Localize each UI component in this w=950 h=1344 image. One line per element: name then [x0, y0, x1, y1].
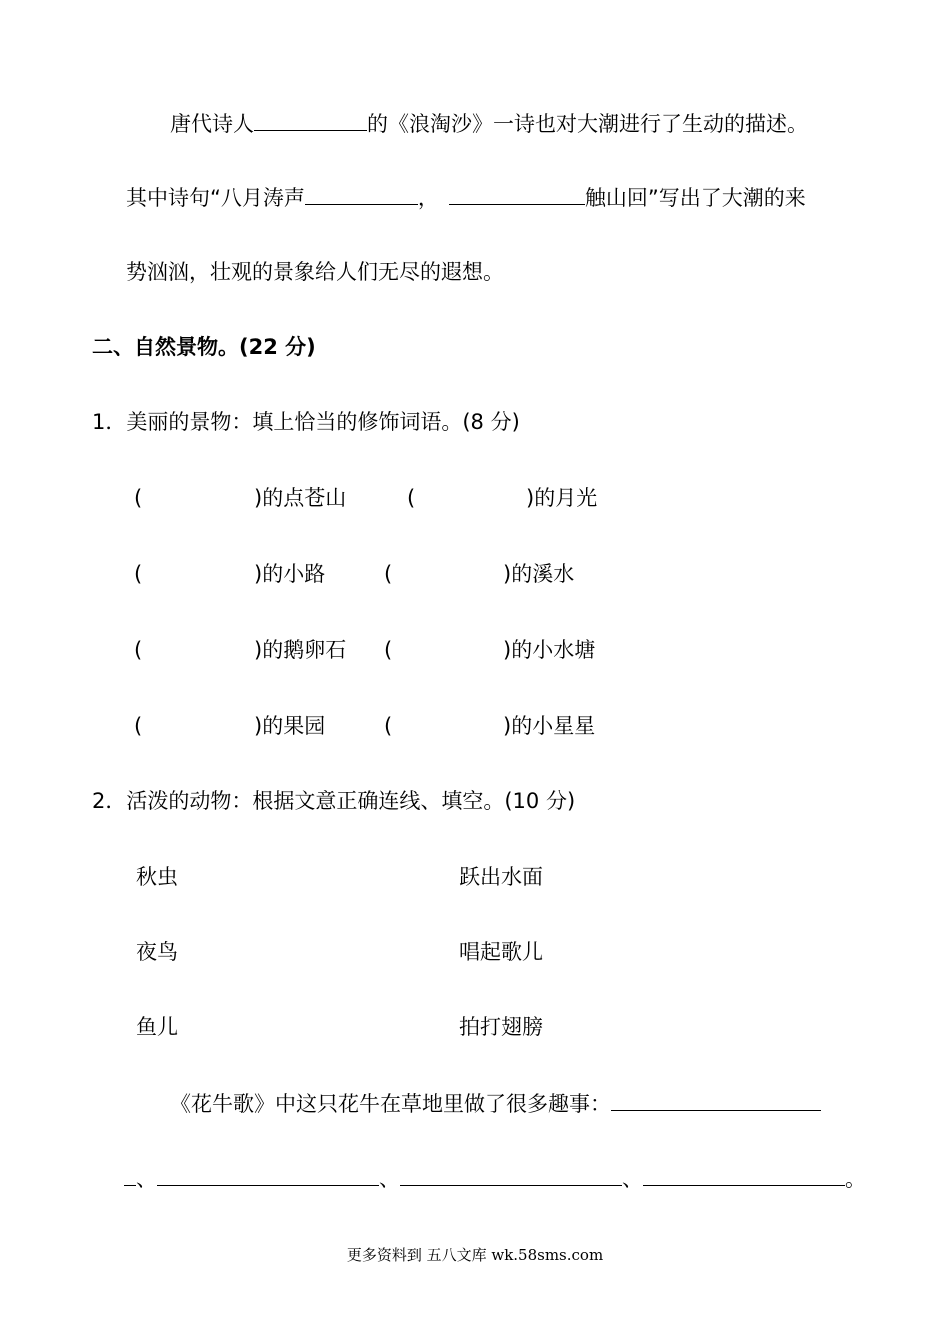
section-heading: 二、自然景物。(22 分)	[92, 335, 316, 359]
item-text	[503, 559, 574, 589]
close-paren: )	[254, 486, 263, 510]
question-1-title: 1．美丽的景物：填上恰当的修饰词语。(8 分)	[92, 410, 520, 434]
item-text	[526, 483, 597, 513]
item-label: 的小路	[262, 562, 326, 586]
item-label: 的果园	[262, 714, 326, 738]
fill-in-field[interactable]	[148, 640, 252, 662]
item-text	[503, 635, 595, 665]
open-paren: (	[384, 714, 393, 738]
item-label: 的小星星	[511, 714, 596, 738]
fill-line-1	[170, 1088, 821, 1119]
separator: 、	[136, 1167, 157, 1191]
item-text	[254, 559, 325, 589]
answer-blank[interactable]	[124, 1163, 136, 1186]
intro-text: 其中诗句“八月涛声	[126, 186, 305, 210]
answer-blank[interactable]	[254, 108, 367, 131]
match-left-item[interactable]: 夜鸟	[136, 940, 178, 964]
intro-text: 势汹汹，壮观的景象给人们无尽的遐想。	[126, 260, 504, 284]
item-text	[254, 483, 346, 513]
close-paren: )	[254, 638, 263, 662]
answer-blank[interactable]	[157, 1163, 379, 1186]
answer-blank[interactable]	[611, 1088, 821, 1111]
open-paren: (	[134, 638, 143, 662]
intro-text: 的《浪淘沙》一诗也对大潮进行了生动的描述。	[367, 112, 808, 136]
item-label: 的鹅卵石	[262, 638, 347, 662]
footer-link[interactable]: 更多资料到 五八文库 wk.58sms.com	[346, 1246, 604, 1264]
open-paren: (	[407, 486, 416, 510]
close-paren: )	[254, 714, 263, 738]
open-paren: (	[384, 638, 393, 662]
close-paren: )	[503, 562, 512, 586]
item-label: 的溪水	[511, 562, 575, 586]
separator: 、	[379, 1167, 400, 1191]
fill-prompt: 《花牛歌》中这只花牛在草地里做了很多趣事：	[170, 1092, 611, 1116]
intro-line-2	[126, 182, 806, 213]
item-text	[254, 635, 346, 665]
close-paren: )	[503, 714, 512, 738]
question-2-title: 2．活泼的动物：根据文意正确连线、填空。(10 分)	[92, 789, 576, 813]
match-left-item[interactable]: 鱼儿	[136, 1015, 178, 1039]
fill-in-field[interactable]	[148, 716, 252, 738]
answer-blank[interactable]	[400, 1163, 622, 1186]
fill-in-field[interactable]	[398, 716, 502, 738]
fill-in-field[interactable]	[148, 564, 252, 586]
answer-blank[interactable]	[449, 182, 585, 205]
item-text	[254, 711, 325, 741]
item-text	[503, 711, 595, 741]
close-paren: )	[254, 562, 263, 586]
answer-blank[interactable]	[643, 1163, 845, 1186]
item-label: 的点苍山	[262, 486, 347, 510]
open-paren: (	[134, 486, 143, 510]
open-paren: (	[134, 562, 143, 586]
match-left-item[interactable]: 秋虫	[136, 865, 178, 889]
fill-line-2	[124, 1163, 866, 1194]
intro-text: ，	[417, 186, 439, 210]
item-label: 的月光	[534, 486, 598, 510]
match-right-item[interactable]: 跃出水面	[459, 865, 543, 889]
close-paren: )	[526, 486, 535, 510]
close-paren: )	[503, 638, 512, 662]
intro-text: 唐代诗人	[170, 112, 254, 136]
fill-in-field[interactable]	[398, 564, 502, 586]
fill-in-field[interactable]	[148, 488, 252, 510]
answer-blank[interactable]	[305, 182, 418, 205]
fill-in-field[interactable]	[421, 488, 525, 510]
match-right-item[interactable]: 拍打翅膀	[459, 1015, 543, 1039]
fill-in-field[interactable]	[398, 640, 502, 662]
intro-text: 触山回”写出了大潮的来	[584, 186, 806, 210]
intro-line-3	[126, 257, 504, 287]
open-paren: (	[384, 562, 393, 586]
match-right-item[interactable]: 唱起歌儿	[459, 940, 543, 964]
intro-line-1	[170, 108, 808, 139]
end-mark: 。	[845, 1167, 866, 1191]
open-paren: (	[134, 714, 143, 738]
separator: 、	[622, 1167, 643, 1191]
item-label: 的小水塘	[511, 638, 596, 662]
